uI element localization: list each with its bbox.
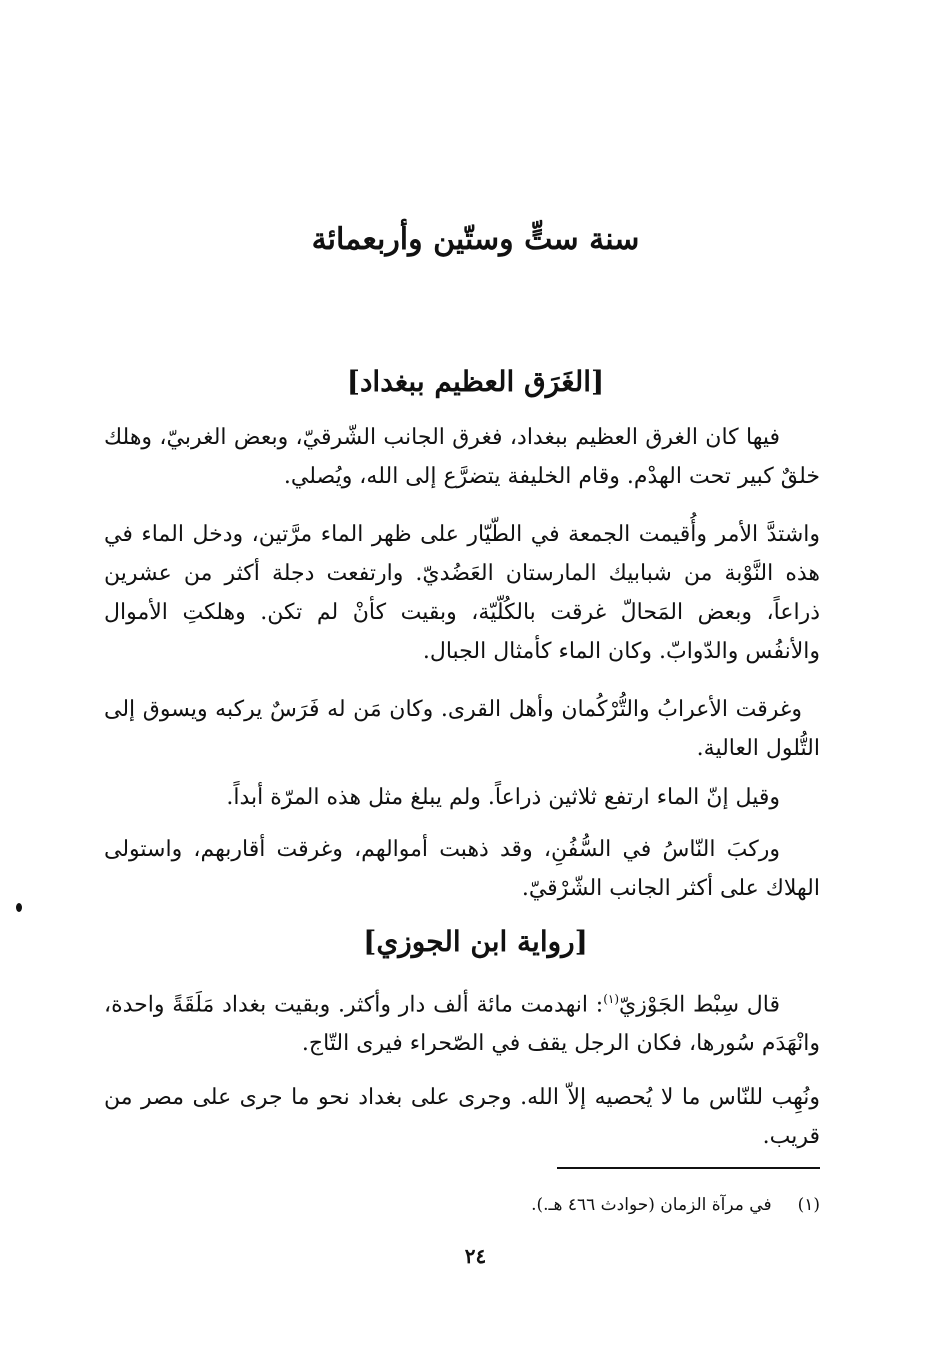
paragraph: فيها كان الغرق العظيم ببغداد، فغرق الجانب الشّرقيّ، وبعض الغربيّ، وهلك خلقٌ كبير تحت الهدْم. وقام الخليفة يتضرَّع إلى الله، ويُصلي. <box>104 425 820 489</box>
footnote-divider <box>557 1167 820 1169</box>
footnote <box>531 1193 820 1217</box>
paragraph-with-footnote <box>104 980 820 1063</box>
section-heading-flood: [الغَرَق العظيم ببغداد] <box>346 365 605 398</box>
footnote-text: في مرآة الزمان (حوادث ٤٦٦ هـ.). <box>531 1195 772 1215</box>
footnote-reference[interactable]: (١) <box>603 992 620 1006</box>
paragraph: وقيل إنّ الماء ارتفع ثلاثين ذراعاً. ولم يبلغ مثل هذه المرّة أبداً. <box>226 785 780 810</box>
paragraph-text: : انهدمت مائة ألف دار وأكثر. وبقيت بغداد مَلَقَةً واحدة، وانْهَدَم سُورها، فكان الرجل يقف في الصّحراء فيرى التّاج. <box>104 992 820 1057</box>
paragraph-text: قال سِبْط الجَوْزيّ <box>619 992 781 1018</box>
paragraph: وغرقت الأعرابُ والتُّرْكُمان وأهل القرى. وكان مَن له فَرَسٌ يركبه ويسوق إلى التُّلول العالية. <box>104 697 820 761</box>
footnote-number: (١) <box>797 1195 820 1215</box>
margin-mark <box>16 903 22 912</box>
paragraph: واشتدَّ الأمر وأُقيمت الجمعة في الطّيّار على ظهر الماء مرَّتين، ودخل الماء في هذه النَّوْبة من شبابيك المارستان العَضُديّ. وارتفعت دجلة أكثر من عشرين ذراعاً، وبعض المَحالّ غرقت بالكُلّيّة، وبقيت كأنْ لم تكن. وهلكتِ الأموال والأنفُس والدّوابّ. وكان الماء كأمثال الجبال. <box>104 522 820 664</box>
paragraph: ونُهِب للنّاس ما لا يُحصيه إلاّ الله. وجرى على بغداد نحو ما جرى على مصر من قريب. <box>104 1085 820 1149</box>
section-heading-ibn-aljawzi: [رواية ابن الجوزي] <box>363 925 588 958</box>
page-title: سنة ستٍّ وستّين وأربعمائة <box>311 222 640 257</box>
paragraph: وركبَ النّاسُ في السُّفُنِ، وقد ذهبت أموالهم، وغرقت أقاربهم، واستولى الهلاك على أكثر الجانب الشّرْقيّ. <box>104 837 820 901</box>
page-number: ٢٤ <box>464 1244 487 1268</box>
